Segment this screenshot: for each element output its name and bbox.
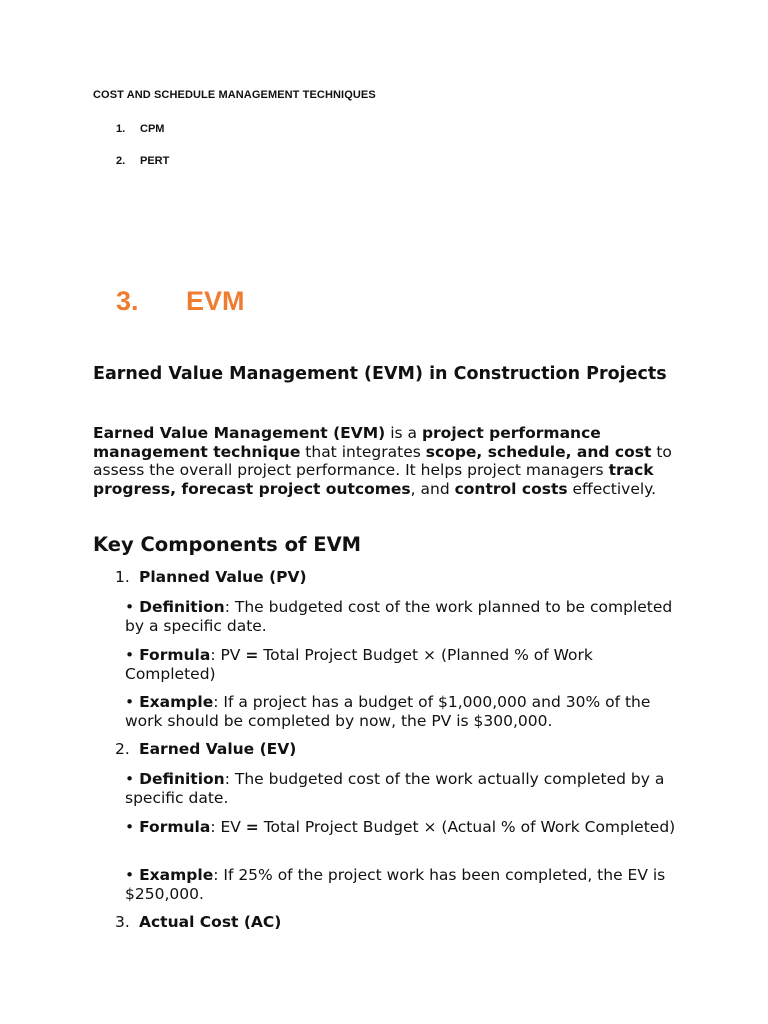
evm-heading-label: EVM: [186, 286, 245, 316]
evm-heading-number: 3.: [116, 286, 139, 316]
component-number: 2.: [115, 740, 130, 758]
bullet-mark: •: [125, 866, 135, 884]
intro-emphasis: control costs: [454, 480, 568, 499]
bullet-mark: •: [125, 646, 135, 664]
section-title: Earned Value Management (EVM) in Construction Projects: [93, 364, 667, 384]
pv-example: [125, 693, 685, 730]
pv-definition: [125, 598, 685, 635]
bullet-text: : EV: [210, 818, 246, 836]
bullet-mark: •: [125, 770, 135, 788]
list-label: PERT: [140, 155, 170, 167]
bullet-mark: •: [125, 693, 135, 711]
intro-term: Earned Value Management (EVM): [93, 424, 386, 442]
intro-text: is a: [385, 424, 422, 442]
bullet-label: Example: [139, 693, 214, 711]
list-number: 1.: [116, 123, 126, 135]
intro-emphasis: project performance management technique: [93, 424, 601, 461]
intro-emphasis: track progress, forecast project outcomes: [93, 461, 654, 499]
bullet-text: : The budgeted cost of the work actually completed by a specific date.: [125, 770, 665, 807]
bullet-label: Example: [139, 866, 214, 884]
component-title: Earned Value (EV): [139, 740, 297, 758]
bullet-text: : PV: [210, 646, 246, 664]
intro-text: to assess the overall project performance. It helps project managers: [93, 442, 672, 480]
pv-formula: [125, 646, 685, 683]
list-label: CPM: [140, 123, 165, 135]
ev-definition: [125, 770, 685, 807]
bullet-mark: •: [125, 818, 135, 836]
bullet-text: : If 25% of the project work has been completed, the EV is $250,000.: [125, 866, 666, 903]
document-title: COST AND SCHEDULE MANAGEMENT TECHNIQUES: [93, 89, 376, 101]
intro-text: that integrates: [300, 442, 426, 461]
bullet-mark: •: [125, 598, 135, 616]
intro-text: , and: [410, 480, 455, 499]
intro-text: effectively.: [567, 480, 657, 499]
bullet-text: : The budgeted cost of the work planned to be completed by a specific date.: [125, 598, 673, 635]
bullet-label: Formula: [139, 818, 211, 836]
component-title: Planned Value (PV): [139, 568, 307, 586]
component-title: Actual Cost (AC): [139, 913, 282, 931]
bullet-label: Formula: [139, 646, 211, 664]
intro-emphasis: scope, schedule, and cost: [425, 442, 652, 461]
formula-equals: =: [245, 646, 259, 664]
formula-equals: =: [245, 818, 259, 836]
bullet-label: Definition: [139, 770, 225, 788]
bullet-text: Total Project Budget × (Actual % of Work Completed): [258, 818, 676, 836]
component-number: 1.: [115, 568, 130, 586]
bullet-text: : If a project has a budget of $1,000,000 and 30% of the work should be completed by now, the PV is $300,000.: [125, 693, 651, 730]
bullet-text: Total Project Budget × (Planned % of Work Completed): [125, 646, 593, 683]
bullet-label: Definition: [139, 598, 225, 616]
component-number: 3.: [115, 913, 130, 931]
ev-formula: [125, 818, 685, 837]
ev-example: [125, 866, 685, 903]
list-number: 2.: [116, 155, 126, 167]
intro-paragraph: [93, 424, 673, 499]
key-components-title: Key Components of EVM: [93, 533, 362, 556]
